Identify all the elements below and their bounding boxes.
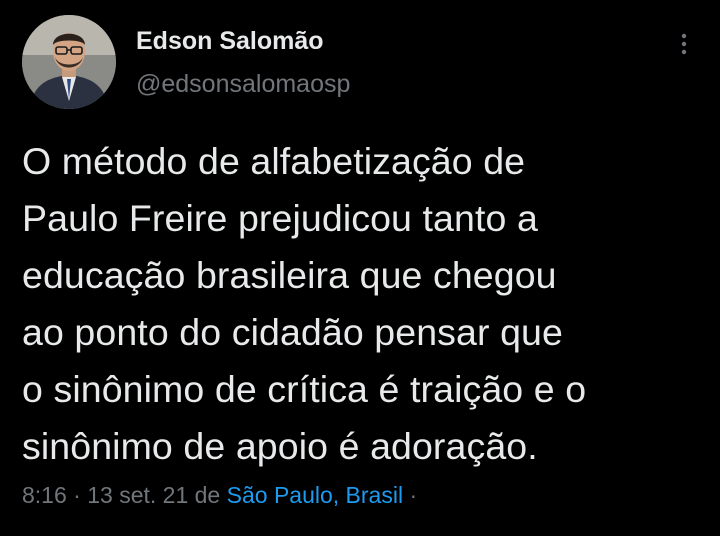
meta-separator: · xyxy=(73,482,81,508)
more-options-button[interactable] xyxy=(668,26,700,62)
tweet-metadata xyxy=(22,481,417,509)
meta-trailing-separator: · xyxy=(409,482,418,508)
avatar-photo xyxy=(22,15,116,109)
tweet-date[interactable]: 13 set. 21 xyxy=(87,482,189,508)
tweet-text-line: educação brasileira que chegou xyxy=(22,254,557,296)
tweet-text xyxy=(22,133,712,475)
location-prefix: de xyxy=(194,482,221,508)
author-display-name[interactable]: Edson Salomão xyxy=(136,27,324,55)
author-block xyxy=(136,26,350,99)
tweet-text-line: ao ponto do cidadão pensar que xyxy=(22,311,563,353)
more-vertical-icon xyxy=(680,32,688,56)
tweet-text-line: o sinônimo de crítica é traição e o xyxy=(22,368,587,410)
tweet-text-line: sinônimo de apoio é adoração. xyxy=(22,425,538,467)
tweet-time[interactable]: 8:16 xyxy=(22,482,67,508)
location-link[interactable]: São Paulo, Brasil xyxy=(226,482,404,508)
tweet-text-line: O método de alfabetização de xyxy=(22,140,526,182)
author-handle[interactable]: @edsonsalomaosp xyxy=(136,70,351,98)
avatar[interactable] xyxy=(22,15,116,109)
tweet-text-line: Paulo Freire prejudicou tanto a xyxy=(22,197,538,239)
